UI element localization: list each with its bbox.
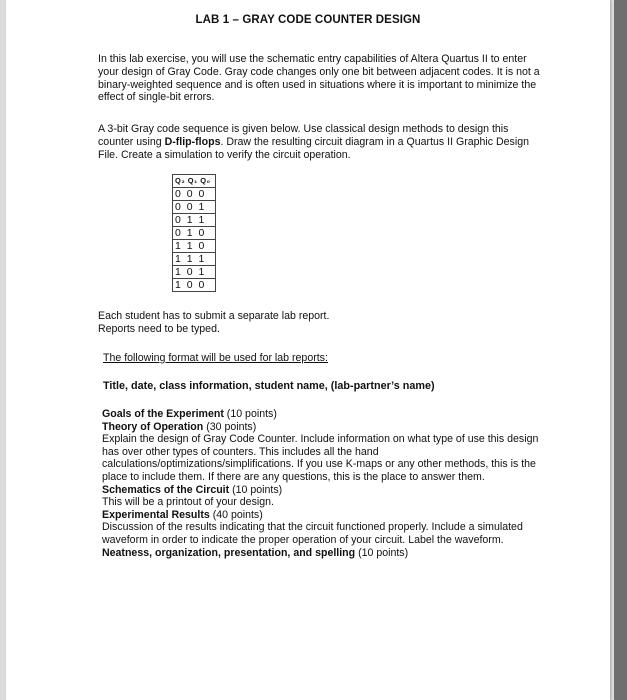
gray-code-table <box>172 174 216 292</box>
scan-edge <box>614 0 627 700</box>
section-points: (10 points) <box>229 483 283 496</box>
section-text: Discussion of the results indicating that the circuit functioned properly. Include a simulated waveform in order to indicate the proper operation of your circuit. Label the waveform. <box>102 521 523 546</box>
table-row: 0 1 1 <box>173 214 216 227</box>
section-schematics <box>102 484 547 497</box>
submission-note <box>98 310 543 336</box>
table-row: 1 1 0 <box>173 240 216 253</box>
section-goals <box>102 408 547 421</box>
task-paragraph <box>98 123 543 161</box>
table-row: 1 0 1 <box>173 266 216 279</box>
section-title: Schematics of the Circuit <box>102 483 230 496</box>
format-heading: The following format will be used for lab reports: <box>103 352 328 364</box>
intro-paragraph: In this lab exercise, you will use the schematic entry capabilities of Altera Quartus II to enter your design of Gray Code. Gray code changes only one bit between adjacent codes. It is not a binary-weighted sequence and is often used in situations where it is important to minimize the effect of single-bit errors. <box>98 53 540 104</box>
section-title: Neatness, organization, presentation, and spelling <box>102 546 356 559</box>
section-points: (10 points) <box>355 546 409 559</box>
section-title: Theory of Operation <box>102 420 204 433</box>
table-row: 0 1 0 <box>173 227 216 240</box>
table-row: 0 0 0 <box>173 188 216 201</box>
section-points: (10 points) <box>223 408 277 420</box>
submit-line-1: Each student has to submit a separate lab report. <box>98 310 330 322</box>
section-neatness <box>102 547 547 560</box>
table-row: 0 0 1 <box>173 201 216 214</box>
table-row: 1 1 1 <box>173 253 216 266</box>
task-text-bold: D-flip-flops <box>164 135 221 148</box>
report-sections <box>102 408 547 559</box>
section-experimental <box>102 509 547 522</box>
section-text: Explain the design of Gray Code Counter. Include information on what type of use this design has over other types of counters. This includes all the hand calculations/optimizations/simplifications. If you use K-maps or any other methods, this is the place to include them. If there are any questions, this is the place to answer them. <box>102 433 539 483</box>
task-text-post: . Draw the resulting circuit diagram in a Quartus II Graphic Design File. Create a simulation to verify the circuit operation. <box>98 135 529 161</box>
task-text-pre: A 3-bit Gray code sequence is given below. Use classical design methods to design this counter using <box>98 123 509 148</box>
page-title: LAB 1 – GRAY CODE COUNTER DESIGN <box>195 14 421 26</box>
section-title: Experimental Results <box>102 508 210 521</box>
report-header-line: Title, date, class information, student name, (lab-partner’s name) <box>103 380 435 392</box>
section-points: (40 points) <box>209 508 263 521</box>
document-page <box>6 0 610 700</box>
section-text: This will be a printout of your design. <box>102 496 274 509</box>
table-row: 1 0 0 <box>173 279 216 292</box>
section-theory <box>102 421 547 434</box>
section-title: Goals of the Experiment <box>102 408 224 420</box>
table-header: Q₂ Q₁ Q₀ <box>173 175 216 188</box>
submit-line-2: Reports need to be typed. <box>98 322 220 335</box>
section-points: (30 points) <box>203 420 257 433</box>
